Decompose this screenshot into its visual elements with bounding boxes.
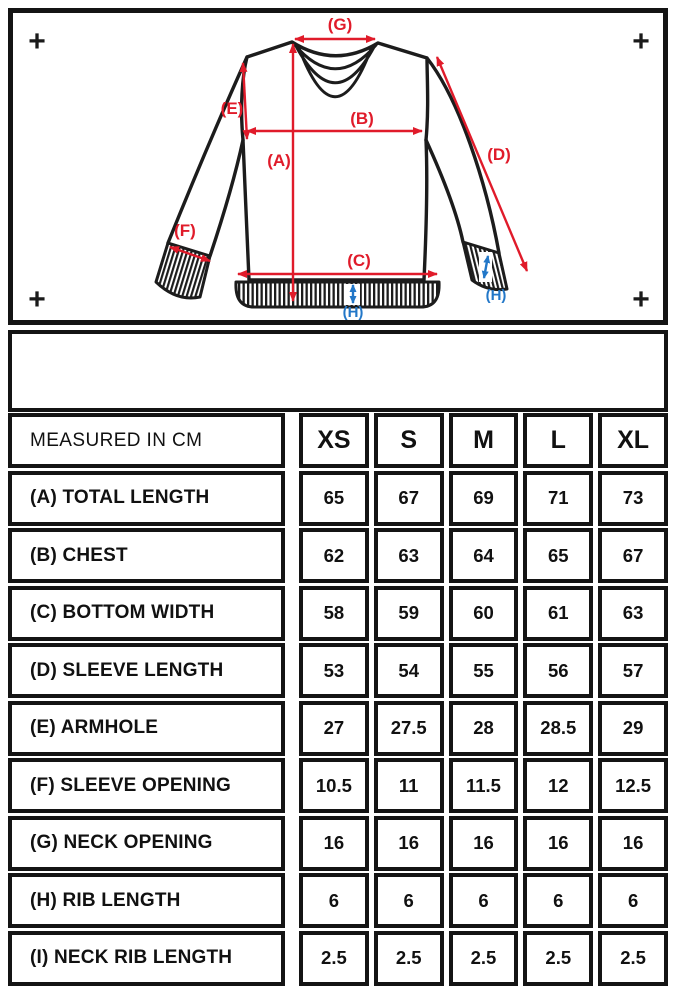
- cell-value: 62: [299, 528, 369, 583]
- measure-label-e: (E): [220, 99, 244, 118]
- table-row: [8, 586, 668, 641]
- table-row: [8, 471, 668, 526]
- row-label: (H) RIB LENGTH: [8, 873, 285, 928]
- table-row: [8, 816, 668, 871]
- cell-value: 16: [374, 816, 444, 871]
- cell-value: 11: [374, 758, 444, 813]
- cell-value: 6: [374, 873, 444, 928]
- cell-value: 60: [449, 586, 519, 641]
- cell-value: 63: [598, 586, 668, 641]
- row-label: (I) NECK RIB LENGTH: [8, 931, 285, 986]
- size-table: [8, 413, 668, 988]
- cell-value: 16: [598, 816, 668, 871]
- cell-value: 16: [449, 816, 519, 871]
- cell-value: 65: [299, 471, 369, 526]
- table-row: [8, 643, 668, 698]
- cell-value: 2.5: [598, 931, 668, 986]
- size-diagram-panel: [8, 8, 668, 325]
- cell-value: 16: [523, 816, 593, 871]
- row-label: (B) CHEST: [8, 528, 285, 583]
- size-column-header-l: L: [523, 413, 593, 468]
- cell-value: 67: [598, 528, 668, 583]
- measure-label-g: (G): [327, 15, 353, 34]
- cell-value: 2.5: [449, 931, 519, 986]
- cell-value: 64: [449, 528, 519, 583]
- cell-value: 69: [449, 471, 519, 526]
- size-column-header-xs: XS: [299, 413, 369, 468]
- cell-value: 6: [299, 873, 369, 928]
- cell-value: 12.5: [598, 758, 668, 813]
- measure-label-d: (D): [487, 145, 511, 164]
- size-column-header-m: M: [449, 413, 519, 468]
- row-label: (G) NECK OPENING: [8, 816, 285, 871]
- cell-value: 65: [523, 528, 593, 583]
- cell-value: 27.5: [374, 701, 444, 756]
- registration-mark: +: [632, 25, 650, 58]
- rib-label-cuff: (H): [485, 287, 507, 304]
- registration-mark: +: [632, 283, 650, 316]
- table-row: [8, 528, 668, 583]
- cell-value: 29: [598, 701, 668, 756]
- row-label: (E) ARMHOLE: [8, 701, 285, 756]
- cell-value: 67: [374, 471, 444, 526]
- size-column-header-s: S: [374, 413, 444, 468]
- cell-value: 27: [299, 701, 369, 756]
- cell-value: 55: [449, 643, 519, 698]
- cell-value: 61: [523, 586, 593, 641]
- cell-value: 2.5: [299, 931, 369, 986]
- cell-value: 57: [598, 643, 668, 698]
- cell-value: 16: [299, 816, 369, 871]
- cell-value: 28: [449, 701, 519, 756]
- measure-label-b: (B): [350, 109, 374, 128]
- cell-value: 6: [523, 873, 593, 928]
- sweater-measurement-diagram: [13, 13, 663, 320]
- cell-value: 56: [523, 643, 593, 698]
- table-header-row: [8, 413, 668, 468]
- cell-value: 53: [299, 643, 369, 698]
- hem-rib: [236, 282, 439, 307]
- measure-label-f: (F): [174, 221, 196, 240]
- table-row: [8, 758, 668, 813]
- row-label: (F) SLEEVE OPENING: [8, 758, 285, 813]
- registration-mark: +: [28, 25, 46, 58]
- cell-value: 59: [374, 586, 444, 641]
- measure-arrow-d: [437, 57, 527, 271]
- cell-value: 12: [523, 758, 593, 813]
- measure-label-c: (C): [347, 251, 371, 270]
- table-header-unit-label: MEASURED IN CM: [8, 413, 285, 468]
- cell-value: 6: [449, 873, 519, 928]
- row-label: (C) BOTTOM WIDTH: [8, 586, 285, 641]
- measure-label-a: (A): [267, 151, 291, 170]
- cell-value: 2.5: [523, 931, 593, 986]
- cell-value: 73: [598, 471, 668, 526]
- empty-title-box: [8, 330, 668, 412]
- cell-value: 58: [299, 586, 369, 641]
- cell-value: 71: [523, 471, 593, 526]
- cell-value: 63: [374, 528, 444, 583]
- cell-value: 11.5: [449, 758, 519, 813]
- row-label: (A) TOTAL LENGTH: [8, 471, 285, 526]
- table-row: [8, 931, 668, 986]
- cell-value: 2.5: [374, 931, 444, 986]
- cell-value: 28.5: [523, 701, 593, 756]
- table-row: [8, 701, 668, 756]
- cell-value: 6: [598, 873, 668, 928]
- cell-value: 54: [374, 643, 444, 698]
- sweater-outline: [168, 42, 499, 280]
- rib-label-hem: (H): [342, 304, 364, 320]
- row-label: (D) SLEEVE LENGTH: [8, 643, 285, 698]
- registration-mark: +: [28, 283, 46, 316]
- cell-value: 10.5: [299, 758, 369, 813]
- table-row: [8, 873, 668, 928]
- size-column-header-xl: XL: [598, 413, 668, 468]
